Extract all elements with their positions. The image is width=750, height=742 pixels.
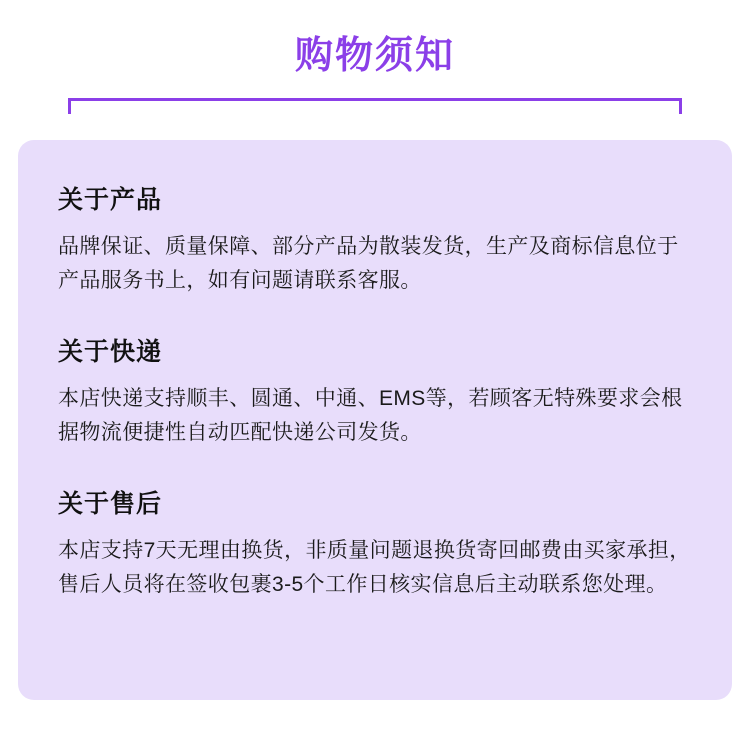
page-title: 购物须知 xyxy=(294,35,455,77)
section-title-product: 关于产品 xyxy=(58,186,163,214)
title-divider xyxy=(68,98,682,116)
section-body-product: 品牌保证、质量保障、部分产品为散装发货，生产及商标信息位于产品服务书上，如有问题请联系客服。 xyxy=(58,235,679,293)
section-title-shipping: 关于快递 xyxy=(58,338,163,367)
divider-line xyxy=(68,98,682,101)
notice-section-shipping xyxy=(58,332,692,450)
section-title-aftersales: 关于售后 xyxy=(58,490,163,519)
page-header xyxy=(0,0,750,116)
notice-section-aftersales xyxy=(58,484,692,602)
section-body-shipping: 本店快递支持顺丰、圆通、中通、EMS等，若顾客无特殊要求会根据物流便捷性自动匹配快递公司发货。 xyxy=(58,387,683,445)
notice-section-product xyxy=(58,180,692,298)
divider-cap-right xyxy=(679,98,682,114)
divider-cap-left xyxy=(68,98,71,114)
section-body-aftersales: 本店支持7天无理由换货，非质量问题退换货寄回邮费由买家承担，售后人员将在签收包裹3-5个工作日核实信息后主动联系您处理。 xyxy=(58,539,691,597)
notice-card xyxy=(18,140,732,700)
